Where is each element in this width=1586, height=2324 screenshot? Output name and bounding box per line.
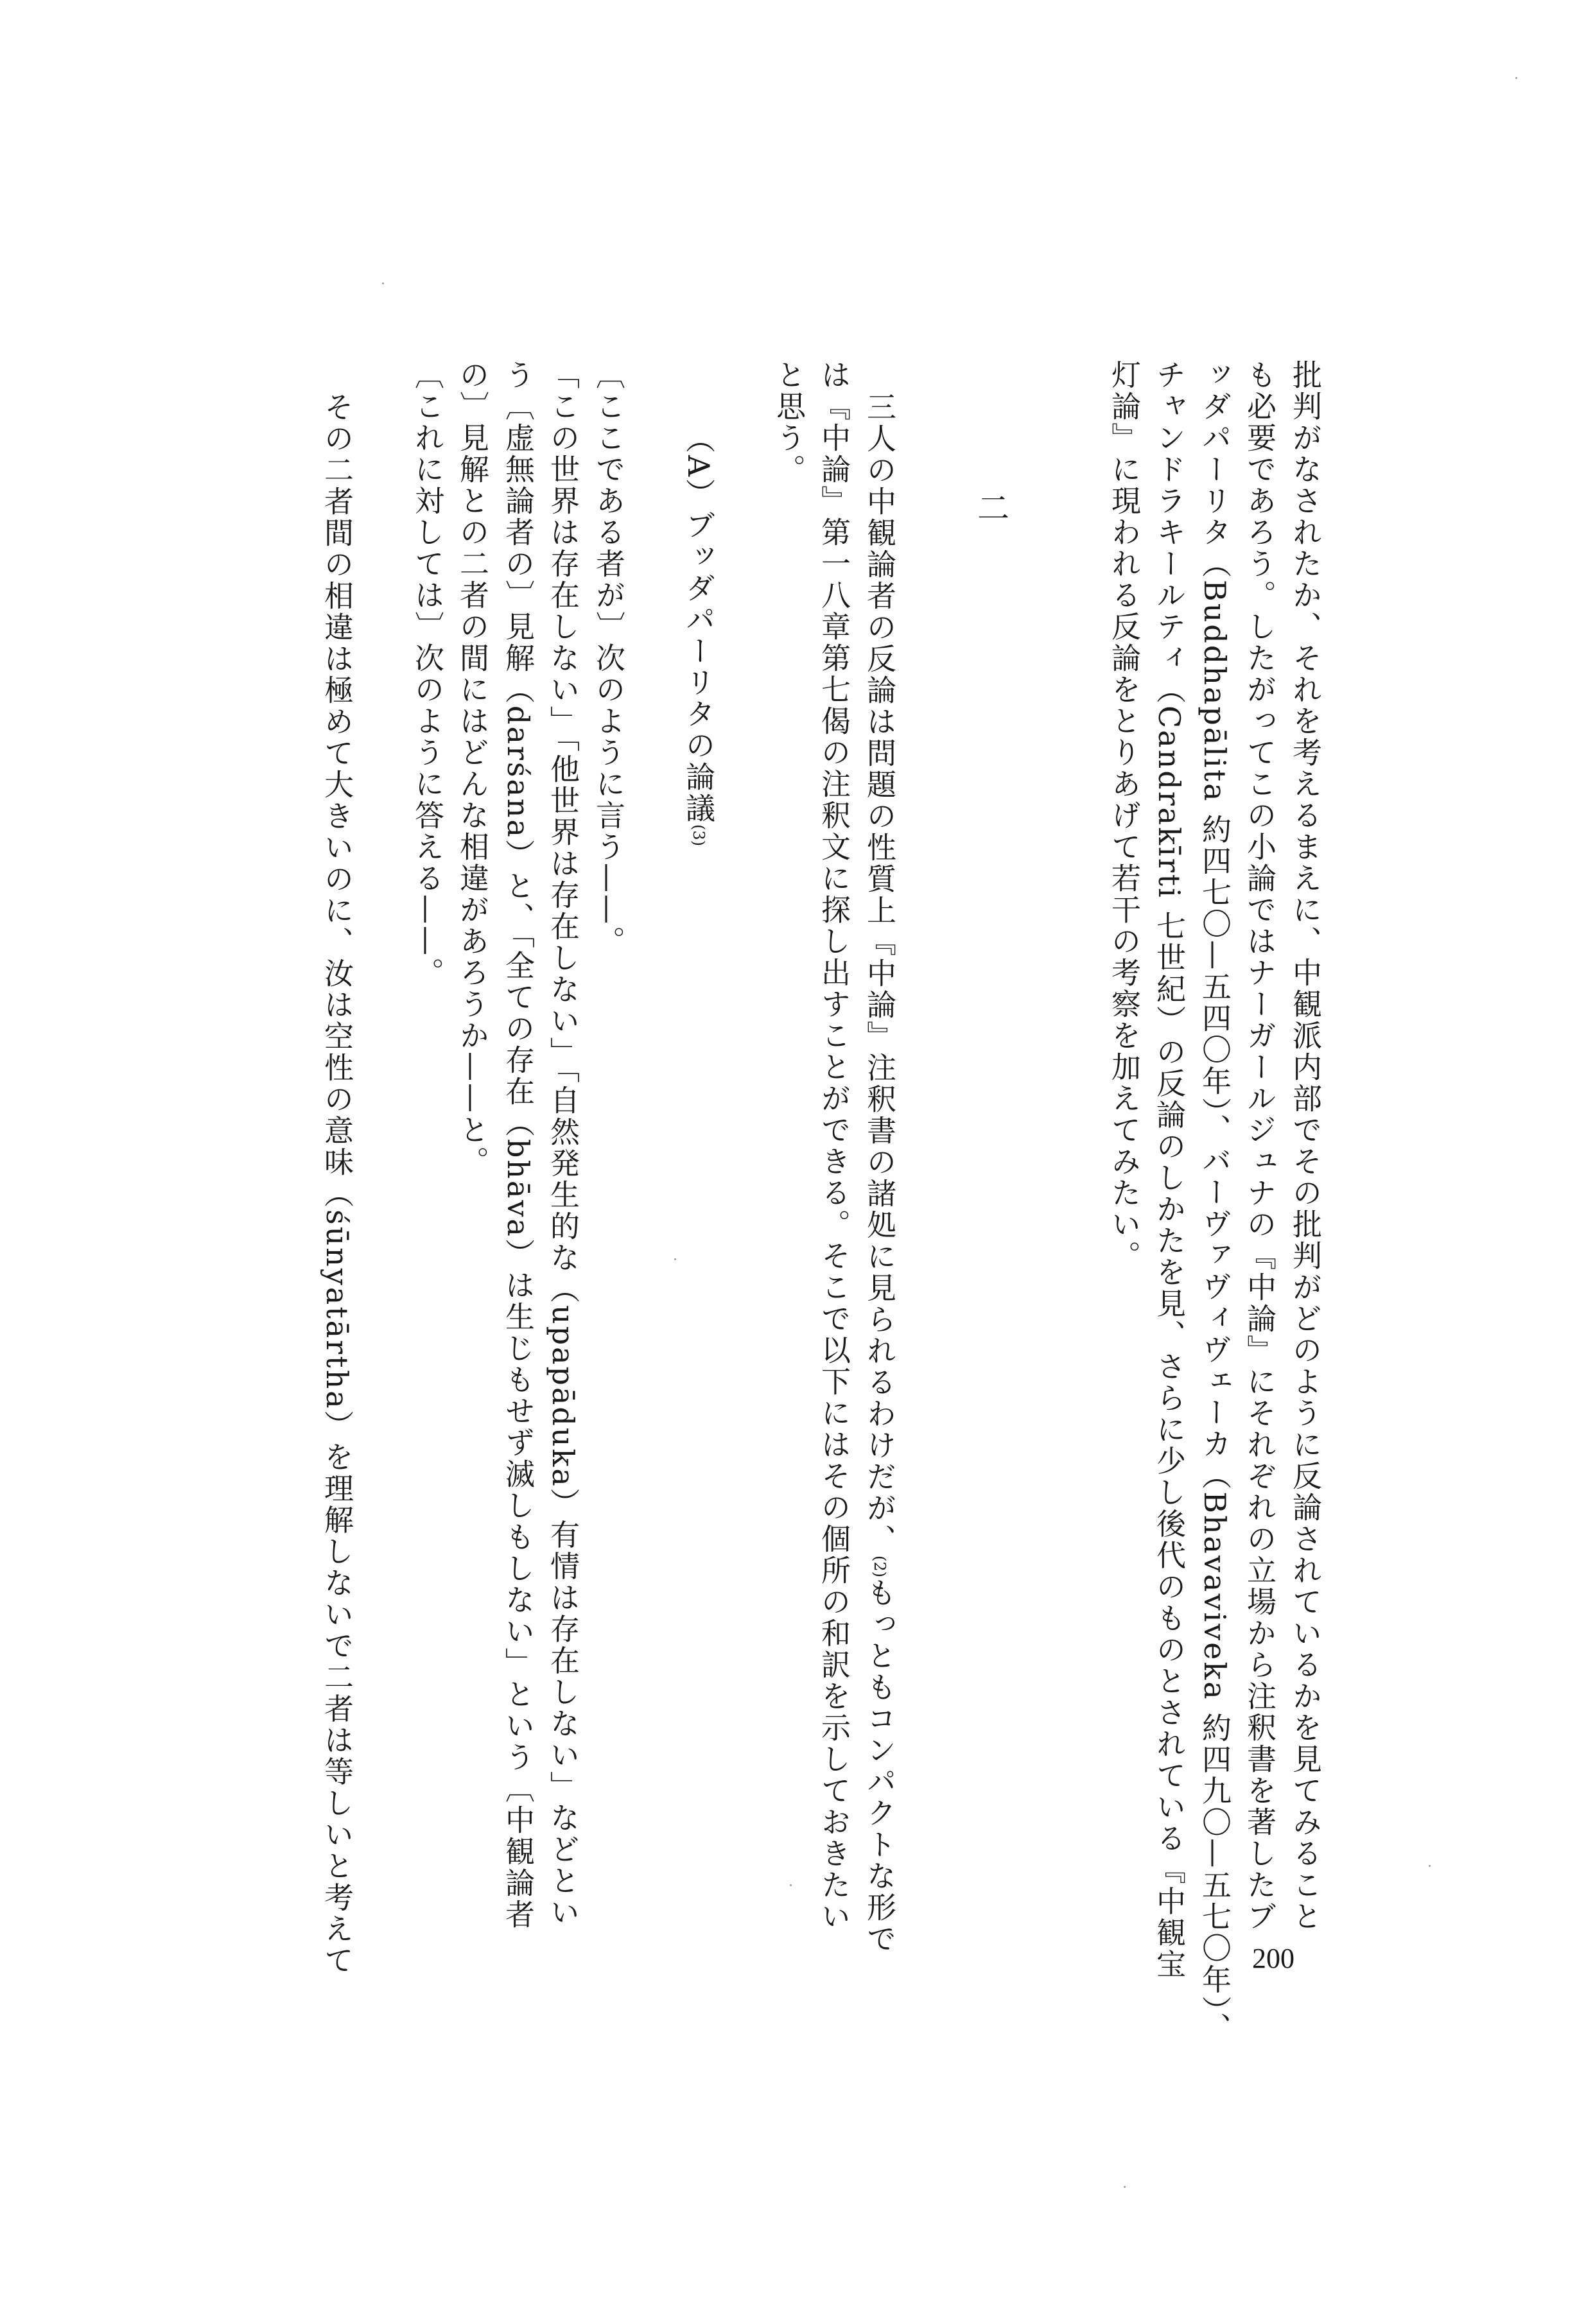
quote-line-5: 〔これに対しては〕次のように答える——。 [410,360,445,989]
paragraph-1-line-4: チャンドラキールティ（Candrakīrti 七世紀）の反論のしかたを見、さらに少し後代のものとされている『中観宝 [1152,360,1187,1981]
scan-speck [1429,1865,1431,1867]
quote-line-6: その二者間の相違は極めて大きいのに、汝は空性の意味（śūnyatārtha）を理解しないで二者は等しいと考えて [320,392,354,1977]
paragraph-1-line-5: 灯論』に現われる反論をとりあげて若干の考察を加えてみたい。 [1107,360,1142,1272]
scan-speck [1124,2186,1126,2188]
paragraph-2-line-1-text: 三人の中観論者の反論は問題の性質上『中論』注釈書の諸処に見られるわけだが、 [862,392,897,1556]
scan-speck [790,1884,792,1886]
page-number: 200 [1252,1943,1294,1974]
scan-speck [382,282,384,284]
quote-line-2: 「この世界は存在しない」「他世界は存在しない」「自然発生的な（upapāduka）有情は存在しない」などとい [546,360,580,1929]
quote-line-4: の〕見解との二者の間にはどんな相違があろうか——と。 [455,360,490,1177]
subheading-buddhapalita [681,424,716,847]
subheading-text: （A）ブッダパーリタの論議 [681,424,716,825]
paragraph-2-line-3: と思う。 [772,360,806,485]
scan-speck [1515,77,1517,79]
paragraph-1-line-1: 批判がなされたか、それを考えるまえに、中観派内部でその批判がどのように反論されているかを見てみること [1288,360,1323,1932]
section-number: 二 [972,491,1009,523]
paragraph-1-line-2: も必要であろう。したがってこの小論ではナーガールジュナの『中論』にそれぞれの立場から注釈書を著したブ [1242,360,1277,1932]
paragraph-2-line-1-after: もっともコンパクトな形で [862,1577,897,1955]
quote-line-3: う〔虚無論者の〕見解（darśana）と、「全ての存在（bhāva）は生じもせず滅しもしない」という〔中観論者 [501,360,536,1930]
paragraph-2-line-1 [862,392,897,1955]
quote-line-1: 〔ここである者が〕次のように言う——。 [591,360,626,957]
footnote-marker-3: (3) [690,824,708,847]
paragraph-1-line-3: ッダパーリタ（Buddhapālita 約四七〇—五四〇年）、バーヴァヴィヴェーカ（Bhavaviveka 約四九〇—五七〇年）、 [1198,360,1232,2044]
paragraph-2-line-2: は『中論』第一八章第七偈の注釈文に探し出すことができる。そこで以下にはその個所の和訳を示しておきたい [817,360,851,1932]
scan-speck [674,1258,676,1260]
footnote-marker-2: (2) [871,1556,889,1577]
